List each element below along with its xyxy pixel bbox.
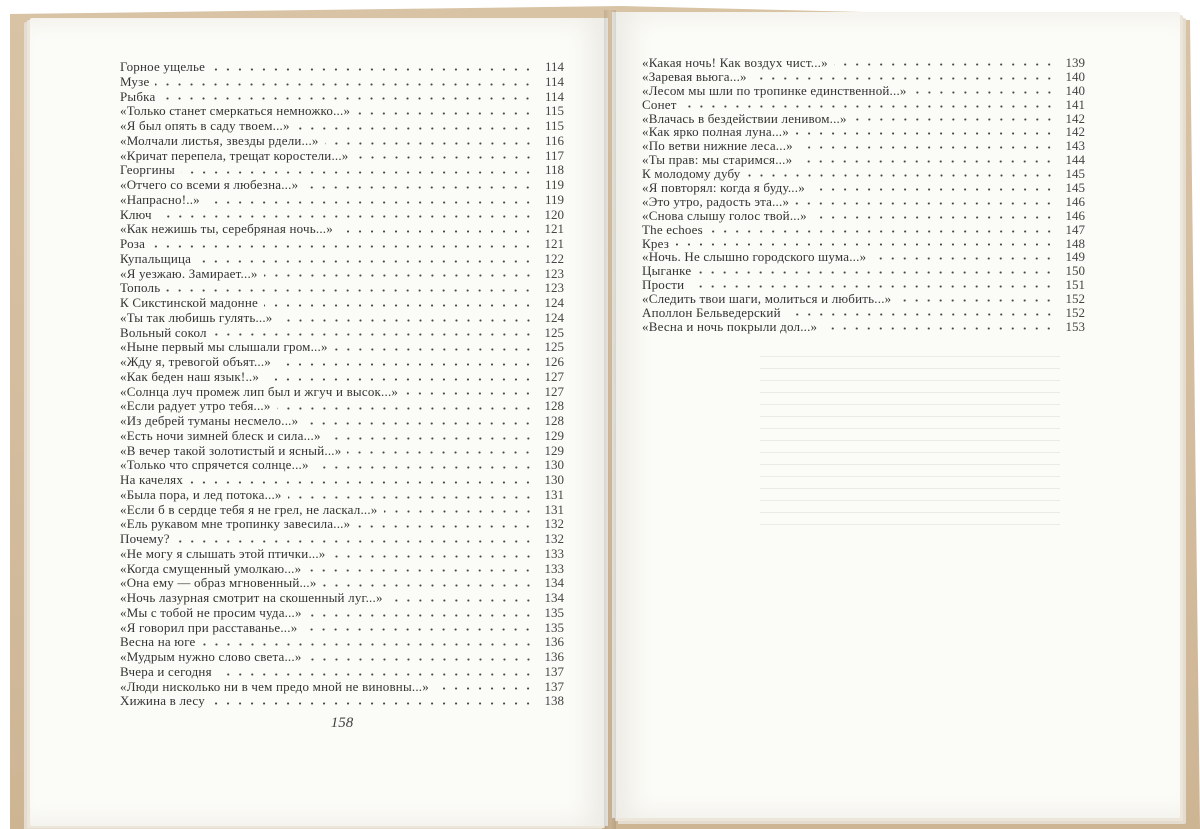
toc-entry [642,264,1085,278]
toc-entry-page: 135 [544,619,564,635]
toc-entry-title: Весна на юге [120,634,196,650]
book-spine-gutter [604,10,616,829]
dot-leader [189,481,534,484]
dot-leader [823,327,1055,330]
toc-entry-page: 121 [544,221,564,237]
bleed-through-text [760,356,1060,526]
toc-entry-title: «Ты прав: мы старимся...» [642,152,793,168]
dot-leader [288,496,534,499]
toc-entry-title: На качелях [120,472,184,487]
toc-entry [120,60,564,75]
toc-entry-title: «Она ему — образ мгновенный...» [120,575,317,591]
toc-entry-page: 150 [1065,263,1085,279]
dot-leader [211,68,534,71]
toc-entry-title: «Я был опять в саду твоем...» [120,118,290,133]
toc-entry-page: 137 [544,678,564,694]
toc-entry-title: Ключ [120,206,152,222]
toc-entry-title: «Я повторял: когда я буду...» [642,180,805,195]
toc-entry [120,591,564,606]
dot-leader [197,260,534,263]
toc-entry-title: «Отчего со всеми я любезна...» [120,177,299,192]
toc-entry-title: К молодому дубу [642,166,741,182]
toc-entry-page: 132 [544,516,564,532]
toc-entry [642,125,1085,139]
dot-leader [155,83,534,86]
toc-entry-title: «Жду я, тревогой объят...» [120,354,272,369]
toc-entry-page: 125 [544,339,564,355]
dot-leader [277,363,534,366]
dot-leader [315,466,534,469]
toc-entry-title: «Заревая вьюга...» [642,68,747,84]
toc-entry [120,680,564,695]
dot-leader [690,285,1055,288]
toc-entry-title: Тополь [120,280,161,296]
toc-entry [642,153,1085,167]
dot-leader [787,313,1055,316]
toc-entry-title: «Я уезжаю. Замирает...» [120,265,258,281]
toc-entry-title: «Ныне первый мы слышали гром...» [120,339,328,355]
toc-entry-title: «Если б в сердце тебя я не грел, не ласкал...» [120,501,378,517]
dot-leader [213,333,534,336]
toc-entry [120,532,564,547]
toc-entry-title: Почему? [120,531,170,546]
toc-entry-page: 152 [1065,291,1085,307]
toc-entry-title: «Весна и ночь покрыли дол...» [642,318,818,334]
toc-entry-title: «Какая ночь! Как воздух чист...» [642,54,828,70]
toc-entry [120,104,564,119]
toc-entry [120,414,564,429]
toc-entry-title: «В вечер такой золотистый и ясный...» [120,442,342,458]
toc-entry-page: 123 [544,265,564,281]
toc-entry [120,606,564,621]
toc-entry-page: 128 [544,398,564,414]
toc-entry [120,517,564,532]
toc-entry-page: 152 [1065,305,1085,321]
toc-right-column [642,56,1085,334]
dot-leader [811,188,1055,191]
toc-entry-title: «Ты так любишь гулять...» [120,309,273,325]
toc-entry [120,473,564,488]
dot-leader [158,215,534,218]
toc-entry-page: 124 [544,309,564,325]
toc-entry-title: «Только станет смеркаться немножко...» [120,103,351,119]
toc-entry [120,119,564,134]
dot-leader [307,569,534,572]
toc-entry-page: 142 [1065,110,1085,126]
toc-entry-page: 130 [544,457,564,473]
toc-entry-page: 137 [544,663,564,679]
toc-entry [642,306,1085,320]
toc-entry-page: 146 [1065,207,1085,223]
dot-leader [683,105,1055,108]
toc-entry-page: 144 [1065,152,1085,168]
dot-leader [211,702,534,705]
toc-entry [120,90,564,105]
dot-leader [834,63,1055,66]
toc-entry [642,181,1085,195]
toc-entry [120,694,564,709]
toc-entry-title: Вольный сокол [120,324,207,340]
toc-entry [120,385,564,400]
toc-entry-title: «Когда смущенный умолкаю...» [120,560,302,576]
toc-entry-page: 116 [544,132,564,148]
toc-entry-title: «Ночь лазурная смотрит на скошенный луг...» [120,590,383,605]
toc-entry-title: Рыбка [120,88,156,104]
dot-leader [853,118,1055,121]
dot-leader [799,146,1055,149]
toc-entry-title: «Не могу я слышать этой птички...» [120,545,326,561]
toc-entry-page: 129 [544,442,564,458]
toc-entry-title: «Люди нисколько ни в чем предо мной не виновны...» [120,678,429,694]
toc-entry-page: 121 [544,236,564,251]
toc-entry-page: 140 [1065,82,1085,98]
toc-entry-page: 115 [544,103,564,119]
toc-left-column [120,60,564,709]
toc-entry-page: 127 [544,383,564,399]
dot-leader [697,271,1055,274]
toc-entry-title: «Напрасно!..» [120,191,200,207]
dot-leader [795,132,1055,135]
dot-leader [325,142,534,145]
toc-entry-title: «Из дебрей туманы несмело...» [120,413,299,428]
toc-entry [120,488,564,503]
dot-leader [206,201,534,204]
dot-leader [404,392,534,395]
dot-leader [327,437,534,440]
toc-entry-title: «Солнца луч промеж лип был и жгуч и высок...» [120,383,399,399]
toc-entry-page: 132 [544,531,564,546]
toc-entry [642,84,1085,98]
toc-entry-page: 115 [544,118,564,133]
dot-leader [435,687,534,690]
toc-entry-page: 133 [544,560,564,576]
toc-entry-title: «Я говорил при расставанье...» [120,619,298,635]
dot-leader [151,245,534,248]
toc-entry [642,70,1085,84]
toc-entry-title: «Мы с тобой не просим чуда...» [120,604,302,620]
toc-entry [120,178,564,193]
toc-entry-title: Вчера и сегодня [120,663,212,679]
toc-entry-page: 130 [544,472,564,487]
toc-entry-title: «Как беден наш язык!..» [120,368,260,384]
toc-entry-page: 114 [544,73,564,89]
toc-entry-page: 119 [544,191,564,207]
toc-entry-title: «Как нежишь ты, серебряная ночь...» [120,221,333,237]
dot-leader [332,555,535,558]
toc-entry-page: 153 [1065,318,1085,334]
dot-leader [675,243,1055,246]
toc-entry-title: Прости [642,277,685,293]
toc-entry-title: Роза [120,236,146,251]
dot-leader [813,216,1055,219]
toc-entry-page: 129 [544,427,564,443]
dot-leader [753,77,1055,80]
dot-leader [303,628,534,631]
toc-entry [120,429,564,444]
toc-entry-page: 133 [544,545,564,561]
toc-entry-page: 122 [544,250,564,266]
dot-leader [265,378,534,381]
toc-entry [120,149,564,164]
toc-entry [120,326,564,341]
toc-entry-title: «Кричат перепела, трещат коростели...» [120,147,349,163]
toc-entry-page: 124 [544,295,564,310]
dot-leader [795,202,1055,205]
toc-entry [642,237,1085,251]
toc-entry [120,340,564,355]
toc-entry [120,621,564,636]
toc-entry [120,296,564,311]
toc-entry [642,209,1085,223]
toc-entry-title: Горное ущелье [120,59,206,74]
toc-entry-page: 146 [1065,193,1085,209]
page-number: 158 [330,715,354,731]
toc-entry-title: Музе [120,73,150,89]
toc-entry-page: 134 [544,590,564,605]
toc-entry-page: 149 [1065,249,1085,265]
toc-entry [120,635,564,650]
toc-entry [642,292,1085,306]
dot-leader [872,257,1055,260]
dot-leader [218,673,534,676]
toc-entry [120,193,564,208]
toc-entry-page: 118 [544,162,564,178]
toc-entry-page: 123 [544,280,564,296]
toc-entry-title: «Только что спрячется солнце...» [120,457,309,473]
dot-leader [389,599,534,602]
dot-leader [747,174,1056,177]
toc-entry [120,665,564,680]
toc-entry-title: Цыганке [642,263,692,279]
dot-leader [339,230,534,233]
dot-leader [308,614,534,617]
toc-entry-page: 126 [544,354,564,369]
toc-entry-page: 143 [1065,138,1085,154]
toc-entry-title: Хижина в лесу [120,693,205,709]
toc-entry [120,237,564,252]
toc-entry-title: «Снова слышу голос твой...» [642,207,807,223]
toc-entry-page: 148 [1065,235,1085,251]
dot-leader [166,289,534,292]
toc-entry-page: 147 [1065,221,1085,237]
toc-entry [120,281,564,296]
toc-entry [120,134,564,149]
toc-entry [120,399,564,414]
dot-leader [296,127,534,130]
dot-leader [161,97,534,100]
dot-leader [323,584,534,587]
toc-entry-page: 125 [544,324,564,340]
dot-leader [308,658,534,661]
dot-leader [356,525,534,528]
toc-entry-page: 139 [1065,54,1085,70]
dot-leader [277,407,534,410]
toc-entry-title: «Мудрым нужно слово света...» [120,649,302,664]
toc-entry [120,650,564,665]
dot-leader [202,643,534,646]
toc-entry [120,267,564,282]
toc-entry [642,320,1085,334]
toc-entry-title: «Ель рукавом мне тропинку завесила...» [120,516,351,532]
toc-entry [120,222,564,237]
toc-entry-title: The echoes [642,221,703,237]
toc-entry-title: Купальщица [120,250,192,266]
toc-entry-title: «Следить твои шаги, молиться и любить...» [642,291,892,307]
toc-entry-page: 127 [544,368,564,384]
toc-entry-page: 119 [544,177,564,192]
toc-entry-page: 151 [1065,277,1085,293]
toc-entry-page: 131 [544,486,564,502]
toc-entry [120,547,564,562]
dot-leader [897,299,1055,302]
dot-leader [356,112,534,115]
toc-entry-page: 145 [1065,166,1085,182]
toc-entry [120,252,564,267]
toc-entry-title: «Как ярко полная луна...» [642,124,789,140]
toc-entry-title: «Влачась в бездействии ленивом...» [642,110,847,126]
toc-entry-title: «Была пора, и лед потока...» [120,486,282,502]
toc-entry [642,56,1085,70]
toc-entry [120,458,564,473]
toc-entry-page: 135 [544,604,564,620]
toc-entry-page: 142 [1065,124,1085,140]
toc-entry [120,355,564,370]
toc-entry-title: Георгины [120,162,175,178]
toc-entry-page: 140 [1065,68,1085,84]
toc-entry-title: «Есть ночи зимней блеск и сила...» [120,427,321,443]
dot-leader [304,186,534,189]
dot-leader [334,348,534,351]
dot-leader [176,540,534,543]
toc-entry [642,167,1085,181]
dot-leader [279,319,534,322]
toc-entry-title: «Это утро, радость эта...» [642,193,790,209]
toc-entry [642,250,1085,264]
toc-entry-page: 136 [544,649,564,664]
toc-entry-page: 128 [544,413,564,428]
toc-entry [120,311,564,326]
dot-leader [798,160,1055,163]
dot-leader [264,274,534,277]
toc-entry [120,163,564,178]
dot-leader [913,91,1055,94]
toc-entry [642,195,1085,209]
dot-leader [384,510,535,513]
toc-entry-title: «Если радует утро тебя...» [120,398,271,414]
dot-leader [264,304,534,307]
toc-entry [642,139,1085,153]
toc-entry-page: 141 [1065,96,1085,112]
toc-entry [642,98,1085,112]
toc-entry-title: Сонет [642,96,677,112]
toc-entry-title: «Ночь. Не слышно городского шума...» [642,249,867,265]
toc-entry-page: 131 [544,501,564,517]
dot-leader [709,230,1055,233]
toc-entry [120,576,564,591]
toc-entry [120,444,564,459]
toc-entry-page: 114 [544,88,564,104]
toc-entry-title: Аполлон Бельведерский [642,305,781,321]
toc-entry [120,208,564,223]
toc-entry-page: 120 [544,206,564,222]
toc-entry [120,562,564,577]
toc-entry-page: 145 [1065,180,1085,195]
toc-entry [120,503,564,518]
toc-entry-title: «Молчали листья, звезды рдели...» [120,132,319,148]
toc-entry [642,223,1085,237]
toc-entry-page: 114 [544,59,564,74]
toc-entry [120,75,564,90]
toc-entry [120,370,564,385]
dot-leader [355,156,535,159]
toc-entry [642,278,1085,292]
toc-entry-title: «По ветви нижние леса...» [642,138,793,154]
dot-leader [304,422,534,425]
toc-entry-title: Крез [642,235,670,251]
dot-leader [347,451,534,454]
toc-entry [642,112,1085,126]
toc-entry-page: 134 [544,575,564,591]
toc-entry-title: К Сикстинской мадонне [120,295,258,310]
toc-entry-page: 138 [544,693,564,709]
dot-leader [181,171,534,174]
toc-entry-page: 117 [544,147,564,163]
toc-entry-page: 136 [544,634,564,650]
toc-entry-title: «Лесом мы шли по тропинке единственной...» [642,82,907,98]
